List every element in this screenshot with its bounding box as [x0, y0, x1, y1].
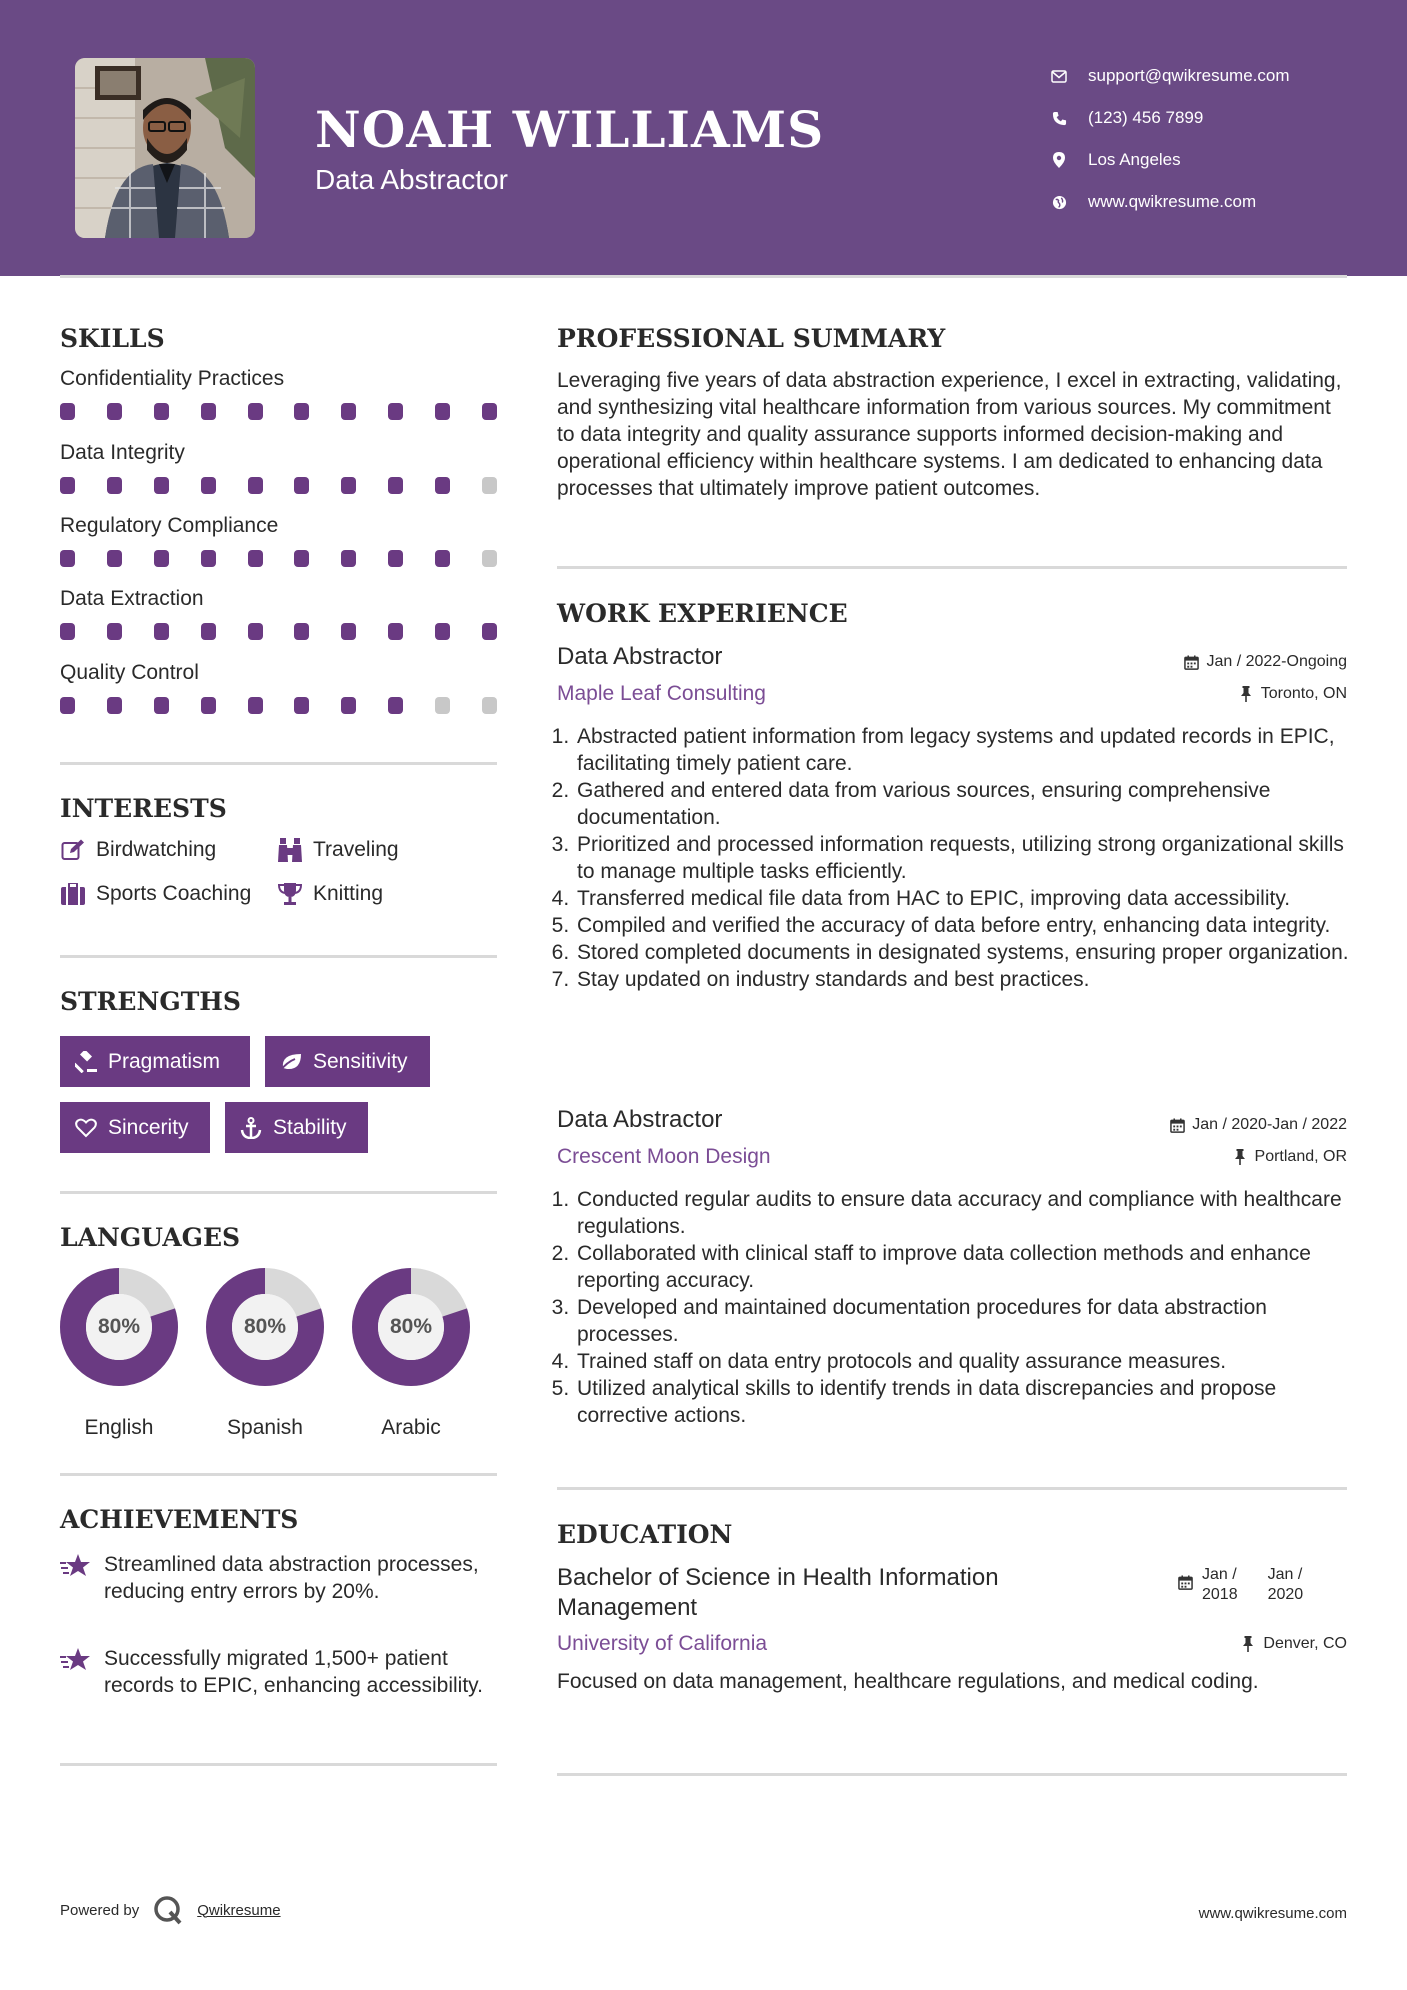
anchor-icon: [239, 1116, 263, 1140]
skill-dot-filled: [294, 697, 309, 714]
skill-dot-filled: [388, 623, 403, 640]
heart-icon: [74, 1116, 98, 1140]
skill-dot-filled: [60, 477, 75, 494]
job-title: Data Abstractor: [557, 1106, 723, 1133]
skill-rating: [60, 623, 497, 640]
skill-item: [60, 661, 500, 714]
skill-dot-filled: [107, 623, 122, 640]
strength-label: Sensitivity: [313, 1049, 408, 1073]
contact-website-text: www.qwikresume.com: [1088, 192, 1257, 211]
candidate-name: NOAH WILLIAMS: [315, 100, 825, 159]
skill-dot-filled: [435, 623, 450, 640]
skill-dot-filled: [60, 697, 75, 714]
skill-dot-filled: [107, 550, 122, 567]
skill-dot-filled: [201, 550, 216, 567]
skill-dot-filled: [341, 623, 356, 640]
languages-heading: LANGUAGES: [60, 1223, 241, 1252]
skill-dot-empty: [482, 477, 497, 494]
company-name: Maple Leaf Consulting: [557, 682, 766, 705]
job-bullet: 2. Gathered and entered data from various sources, ensuring comprehensive documentation.: [575, 777, 1352, 831]
skill-dot-filled: [60, 550, 75, 567]
interest-item: [60, 882, 251, 906]
footer-powered-by: [60, 1895, 281, 1925]
job-bullet: 5. Utilized analytical skills to identify trends in data discrepancies and propose corrective actions.: [575, 1375, 1352, 1429]
interests-divider: [60, 955, 497, 958]
skill-dot-filled: [154, 697, 169, 714]
interest-label: Sports Coaching: [96, 882, 252, 905]
achievement-text: Successfully migrated 1,500+ patient records to EPIC, enhancing accessibility.: [104, 1647, 483, 1697]
achievement-item: [60, 1645, 500, 1699]
calendar-icon: [1178, 1575, 1194, 1591]
skill-dot-filled: [154, 623, 169, 640]
language-percent: 80%: [97, 1315, 141, 1338]
globe-icon: [1050, 193, 1068, 211]
skill-dot-filled: [248, 623, 263, 640]
binoculars-icon: [277, 838, 303, 862]
job-bullet: 2. Collaborated with clinical staff to improve data collection methods and enhance reporting accuracy.: [575, 1240, 1352, 1294]
job-bullet: 7. Stay updated on industry standards and best practices.: [575, 966, 1352, 993]
job-bullet: 3. Developed and maintained documentation procedures for data abstraction processes.: [575, 1294, 1352, 1348]
degree-line: Management: [557, 1594, 698, 1621]
skill-name: Regulatory Compliance: [60, 514, 279, 537]
contact-list: [1050, 55, 1290, 223]
leaf-icon: [279, 1050, 303, 1074]
education-dates: [1178, 1565, 1303, 1605]
education-location: [1240, 1635, 1347, 1653]
skill-dot-filled: [107, 697, 122, 714]
interest-label: Knitting: [313, 882, 384, 905]
contact-location-text: Los Angeles: [1088, 150, 1181, 169]
skill-dot-filled: [201, 697, 216, 714]
phone-icon: [1050, 109, 1068, 127]
skill-item: [60, 367, 500, 420]
job-bullet: 6. Stored completed documents in designated systems, ensuring proper organization.: [575, 939, 1352, 966]
job-title: Data Abstractor: [557, 643, 723, 670]
strength-label: Sincerity: [108, 1115, 189, 1139]
contact-location: [1050, 139, 1290, 181]
calendar-icon: [1183, 654, 1199, 670]
calendar-icon: [1169, 1117, 1185, 1133]
skill-item: [60, 514, 500, 567]
header-divider: [60, 275, 1347, 278]
interest-item: [60, 838, 216, 862]
skill-dot-filled: [248, 403, 263, 420]
language-item: [58, 1266, 180, 1439]
skill-dot-filled: [435, 403, 450, 420]
skill-dot-filled: [154, 403, 169, 420]
language-percent: 80%: [243, 1315, 287, 1338]
contact-phone-text: (123) 456 7899: [1088, 108, 1204, 127]
education-location-text: Denver, CO: [1263, 1635, 1347, 1652]
interest-item: [277, 838, 399, 862]
job-bullets: [557, 723, 1352, 993]
skill-dot-filled: [341, 550, 356, 567]
achievement-text: Streamlined data abstraction processes, reducing entry errors by 20%.: [104, 1553, 479, 1603]
skill-dot-filled: [388, 697, 403, 714]
education-start-year: 2018: [1202, 1586, 1238, 1603]
interest-label: Birdwatching: [96, 838, 217, 861]
skill-dot-filled: [107, 403, 122, 420]
skill-dot-filled: [201, 623, 216, 640]
skills-heading: SKILLS: [60, 324, 165, 353]
skill-dot-filled: [248, 550, 263, 567]
job-bullets: [557, 1186, 1352, 1429]
skill-name: Quality Control: [60, 661, 199, 684]
company-name: Crescent Moon Design: [557, 1145, 771, 1168]
skill-dot-filled: [435, 477, 450, 494]
education-end-year: 2020: [1267, 1586, 1304, 1603]
skill-dot-filled: [388, 550, 403, 567]
interests-heading: INTERESTS: [60, 794, 227, 823]
summary-heading: PROFESSIONAL SUMMARY: [557, 324, 946, 353]
skill-dot-filled: [60, 403, 75, 420]
star-award-icon: [60, 1647, 92, 1699]
contact-website[interactable]: [1050, 181, 1290, 223]
envelope-icon: [1050, 67, 1068, 85]
language-name: Arabic: [381, 1416, 441, 1439]
skill-dot-filled: [482, 623, 497, 640]
language-item: [204, 1266, 326, 1439]
trophy-icon: [277, 882, 303, 906]
suitcase-icon: [60, 882, 86, 906]
education-heading: EDUCATION: [557, 1520, 733, 1549]
powered-by-text: Powered by: [60, 1901, 140, 1919]
skill-dot-filled: [154, 477, 169, 494]
skill-dot-filled: [248, 697, 263, 714]
profile-photo: [75, 58, 255, 238]
skill-rating: [60, 697, 497, 714]
job-location-text: Toronto, ON: [1260, 685, 1347, 702]
skill-dot-filled: [60, 623, 75, 640]
job-bullet: 1. Conducted regular audits to ensure data accuracy and compliance with healthcare regulations.: [575, 1186, 1352, 1240]
skill-dot-filled: [248, 477, 263, 494]
strengths-divider: [60, 1191, 497, 1194]
skill-dot-empty: [482, 697, 497, 714]
experience-divider: [557, 1487, 1347, 1490]
skill-dot-empty: [482, 550, 497, 567]
language-name: English: [84, 1416, 154, 1439]
job-location: [1238, 685, 1347, 703]
skill-dot-filled: [435, 550, 450, 567]
job-bullet: 4. Transferred medical file data from HAC to EPIC, improving data accessibility.: [575, 885, 1352, 912]
skill-item: [60, 587, 500, 640]
job-dates: [1183, 653, 1347, 671]
summary-divider: [557, 566, 1347, 569]
skill-dot-filled: [341, 477, 356, 494]
job-bullet: 5. Compiled and verified the accuracy of data before entry, enhancing data integrity.: [575, 912, 1352, 939]
skill-name: Confidentiality Practices: [60, 367, 285, 390]
job-bullet: 1. Abstracted patient information from legacy systems and updated records in EPIC, facilitating timely patient care.: [575, 723, 1352, 777]
contact-phone[interactable]: [1050, 97, 1290, 139]
strength-label: Stability: [273, 1115, 347, 1139]
education-end-month: Jan /: [1267, 1566, 1303, 1583]
skill-rating: [60, 550, 497, 567]
skill-name: Data Integrity: [60, 441, 185, 464]
strength-badge: [60, 1036, 250, 1087]
skill-dot-filled: [388, 403, 403, 420]
skill-rating: [60, 477, 497, 494]
education-description: Focused on data management, healthcare regulations, and medical coding.: [557, 1670, 1259, 1693]
job-bullet: 3. Prioritized and processed information requests, utilizing strong organizational skills to manage multiple tasks efficiently.: [575, 831, 1352, 885]
pushpin-icon: [1240, 1636, 1256, 1652]
degree-title: [557, 1563, 999, 1623]
skill-dot-filled: [294, 403, 309, 420]
pushpin-icon: [1232, 1149, 1248, 1165]
skill-dot-filled: [107, 477, 122, 494]
skill-item: [60, 441, 500, 494]
skill-dot-filled: [201, 477, 216, 494]
gavel-icon: [74, 1050, 98, 1074]
footer-website[interactable]: www.qwikresume.com: [1198, 1905, 1347, 1922]
skill-dot-filled: [388, 477, 403, 494]
skill-dot-filled: [482, 403, 497, 420]
candidate-title: Data Abstractor: [315, 164, 508, 195]
resume-header: [0, 0, 1407, 276]
skill-dot-filled: [341, 697, 356, 714]
achievements-heading: ACHIEVEMENTS: [60, 1505, 299, 1534]
skill-dot-filled: [201, 403, 216, 420]
brand-link[interactable]: Qwikresume: [197, 1901, 281, 1919]
strength-label: Pragmatism: [108, 1049, 221, 1073]
qwikresume-logo-icon: [153, 1895, 183, 1925]
language-name: Spanish: [227, 1416, 303, 1439]
skills-divider: [60, 762, 497, 765]
summary-text: Leveraging five years of data abstraction experience, I excel in extracting, validating, and synthesizing vital healthcare information from various sources. My commitment to data integrity and quality assurance supports informed decision-making and operational efficiency within healthcare systems. I am dedicated to enhancing data processes that ultimately improve patient outcomes.: [557, 369, 1342, 500]
star-award-icon: [60, 1553, 92, 1605]
job-location: [1232, 1148, 1347, 1166]
job-dates: [1169, 1116, 1347, 1134]
strength-badge: [225, 1102, 368, 1153]
map-pin-icon: [1050, 151, 1068, 169]
strengths-heading: STRENGTHS: [60, 987, 241, 1016]
edit-icon: [60, 838, 86, 862]
language-percent: 80%: [389, 1315, 433, 1338]
skill-name: Data Extraction: [60, 587, 204, 610]
job-dates-text: Jan / 2022-Ongoing: [1206, 653, 1347, 670]
skill-dot-filled: [294, 623, 309, 640]
education-end: [1268, 1565, 1304, 1605]
pushpin-icon: [1238, 686, 1254, 702]
skill-dot-filled: [154, 550, 169, 567]
education-start: [1202, 1565, 1238, 1605]
skill-dot-filled: [294, 550, 309, 567]
education-divider: [557, 1773, 1347, 1776]
skill-dot-filled: [294, 477, 309, 494]
education-start-month: Jan /: [1202, 1566, 1237, 1583]
language-item: [350, 1266, 472, 1439]
school-name: University of California: [557, 1632, 768, 1655]
languages-divider: [60, 1473, 497, 1476]
job-location-text: Portland, OR: [1254, 1148, 1347, 1165]
achievements-divider: [60, 1763, 497, 1766]
skill-dot-filled: [341, 403, 356, 420]
job-bullet: 4. Trained staff on data entry protocols and quality assurance measures.: [575, 1348, 1352, 1375]
experience-heading: WORK EXPERIENCE: [557, 599, 848, 628]
job-dates-text: Jan / 2020-Jan / 2022: [1192, 1116, 1347, 1133]
achievement-item: [60, 1551, 500, 1605]
strength-badge: [265, 1036, 430, 1087]
contact-email-text: support@qwikresume.com: [1088, 66, 1290, 85]
degree-line: Bachelor of Science in Health Information: [557, 1564, 999, 1591]
skill-dot-empty: [435, 697, 450, 714]
contact-email[interactable]: [1050, 55, 1290, 97]
strength-badge: [60, 1102, 210, 1153]
interest-label: Traveling: [313, 838, 399, 861]
interest-item: [277, 882, 383, 906]
skill-rating: [60, 403, 497, 420]
